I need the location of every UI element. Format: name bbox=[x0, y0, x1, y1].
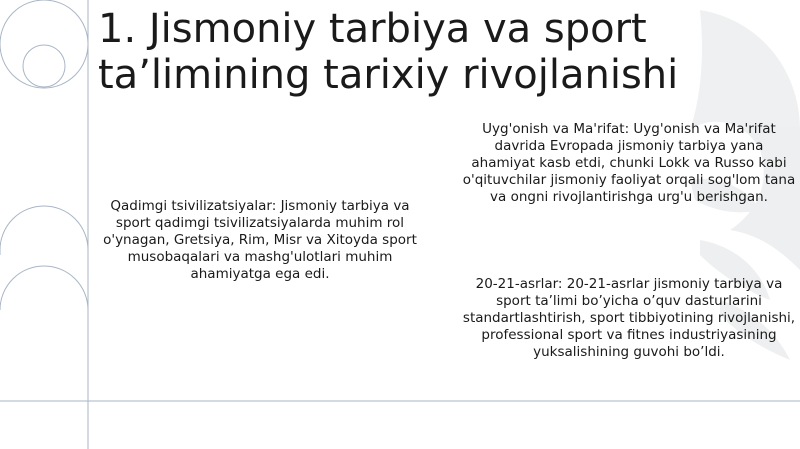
decor-circle-large bbox=[0, 0, 88, 88]
text-block-ancient: Qadimgi tsivilizatsiyalar: Jismoniy tarbiya va sport qadimgi tsivilizatsiyalarda muhim rol o'ynagan, Gretsiya, Rim, Misr va Xitoyda sport musobaqalari va mashg'ulotlari muhim ahamiyatga ega edi. bbox=[103, 198, 417, 282]
decor-arch-upper bbox=[0, 206, 88, 255]
text-block-modern: 20-21-asrlar: 20-21-asrlar jismoniy tarbiya va sport ta’limi bo’yicha o’quv dasturlarini standartlashtirish, sport tibbiyotining rivojlanishi, professional sport va fitnes industriyasining yuksalishining guvohi bo’ldi. bbox=[462, 276, 796, 360]
decor-circle-small bbox=[23, 45, 65, 87]
decor-arch-lower bbox=[0, 266, 88, 310]
slide-title: 1. Jismoniy tarbiya va sport ta’limining tarixiy rivojlanishi bbox=[98, 6, 679, 98]
text-block-renaissance: Uyg'onish va Ma'rifat: Uyg'onish va Ma'rifat davrida Evropada jismoniy tarbiya yana ahamiyat kasb etdi, chunki Lokk va Russo kabi o'qituvchilar jismoniy faoliyat orqali sog'lom tana va ongni rivojlantirishga urg'u berishgan. bbox=[462, 121, 796, 205]
